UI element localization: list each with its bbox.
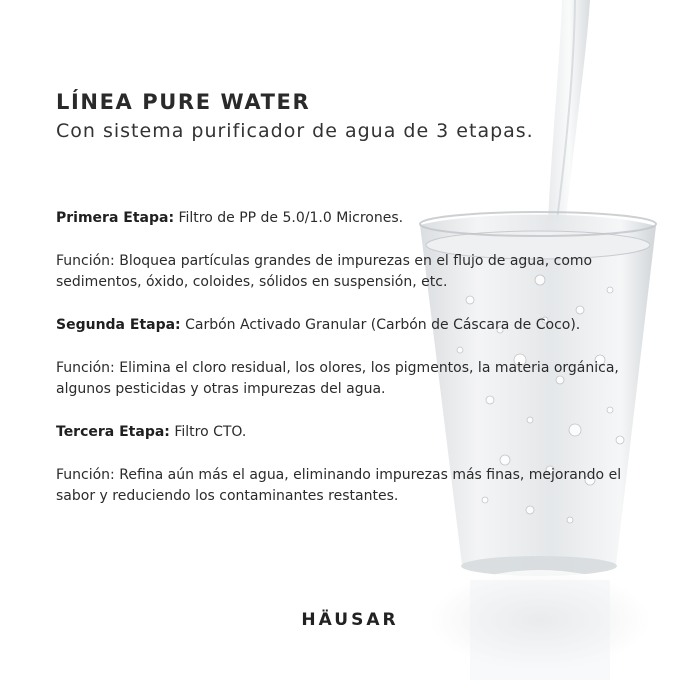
stage-1-description: Filtro de PP de 5.0/1.0 Micrones. — [174, 210, 404, 226]
stage-2-description: Carbón Activado Granular (Carbón de Cáscara de Coco). — [180, 317, 581, 333]
page-subtitle: Con sistema purificador de agua de 3 etapas. — [56, 120, 534, 142]
stage-3-label: Tercera Etapa: — [56, 424, 170, 440]
brand-logo: HÄUSAR — [301, 610, 399, 630]
stage-3-function: Función: Refina aún más el agua, eliminando impurezas más finas, mejorando el sabor y reduciendo los contaminantes restantes. — [56, 467, 622, 504]
stage-2-label: Segunda Etapa: — [56, 317, 181, 333]
stages-list — [56, 208, 656, 529]
stage-2-function: Función: Elimina el cloro residual, los olores, los pigmentos, la materia orgánica, algunos pesticidas y otras impurezas del agua. — [56, 360, 619, 397]
stage-3-heading — [56, 422, 656, 443]
stage-3-description: Filtro CTO. — [169, 424, 247, 440]
stage-2-heading — [56, 315, 656, 336]
header — [56, 88, 656, 144]
page-title: LÍNEA PURE WATER — [56, 90, 311, 114]
stage-1-function: Función: Bloquea partículas grandes de impurezas en el flujo de agua, como sedimentos, óxido, coloides, sólidos en suspensión, etc. — [56, 253, 593, 290]
stage-1-heading — [56, 208, 656, 229]
stage-1-label: Primera Etapa: — [56, 210, 175, 226]
